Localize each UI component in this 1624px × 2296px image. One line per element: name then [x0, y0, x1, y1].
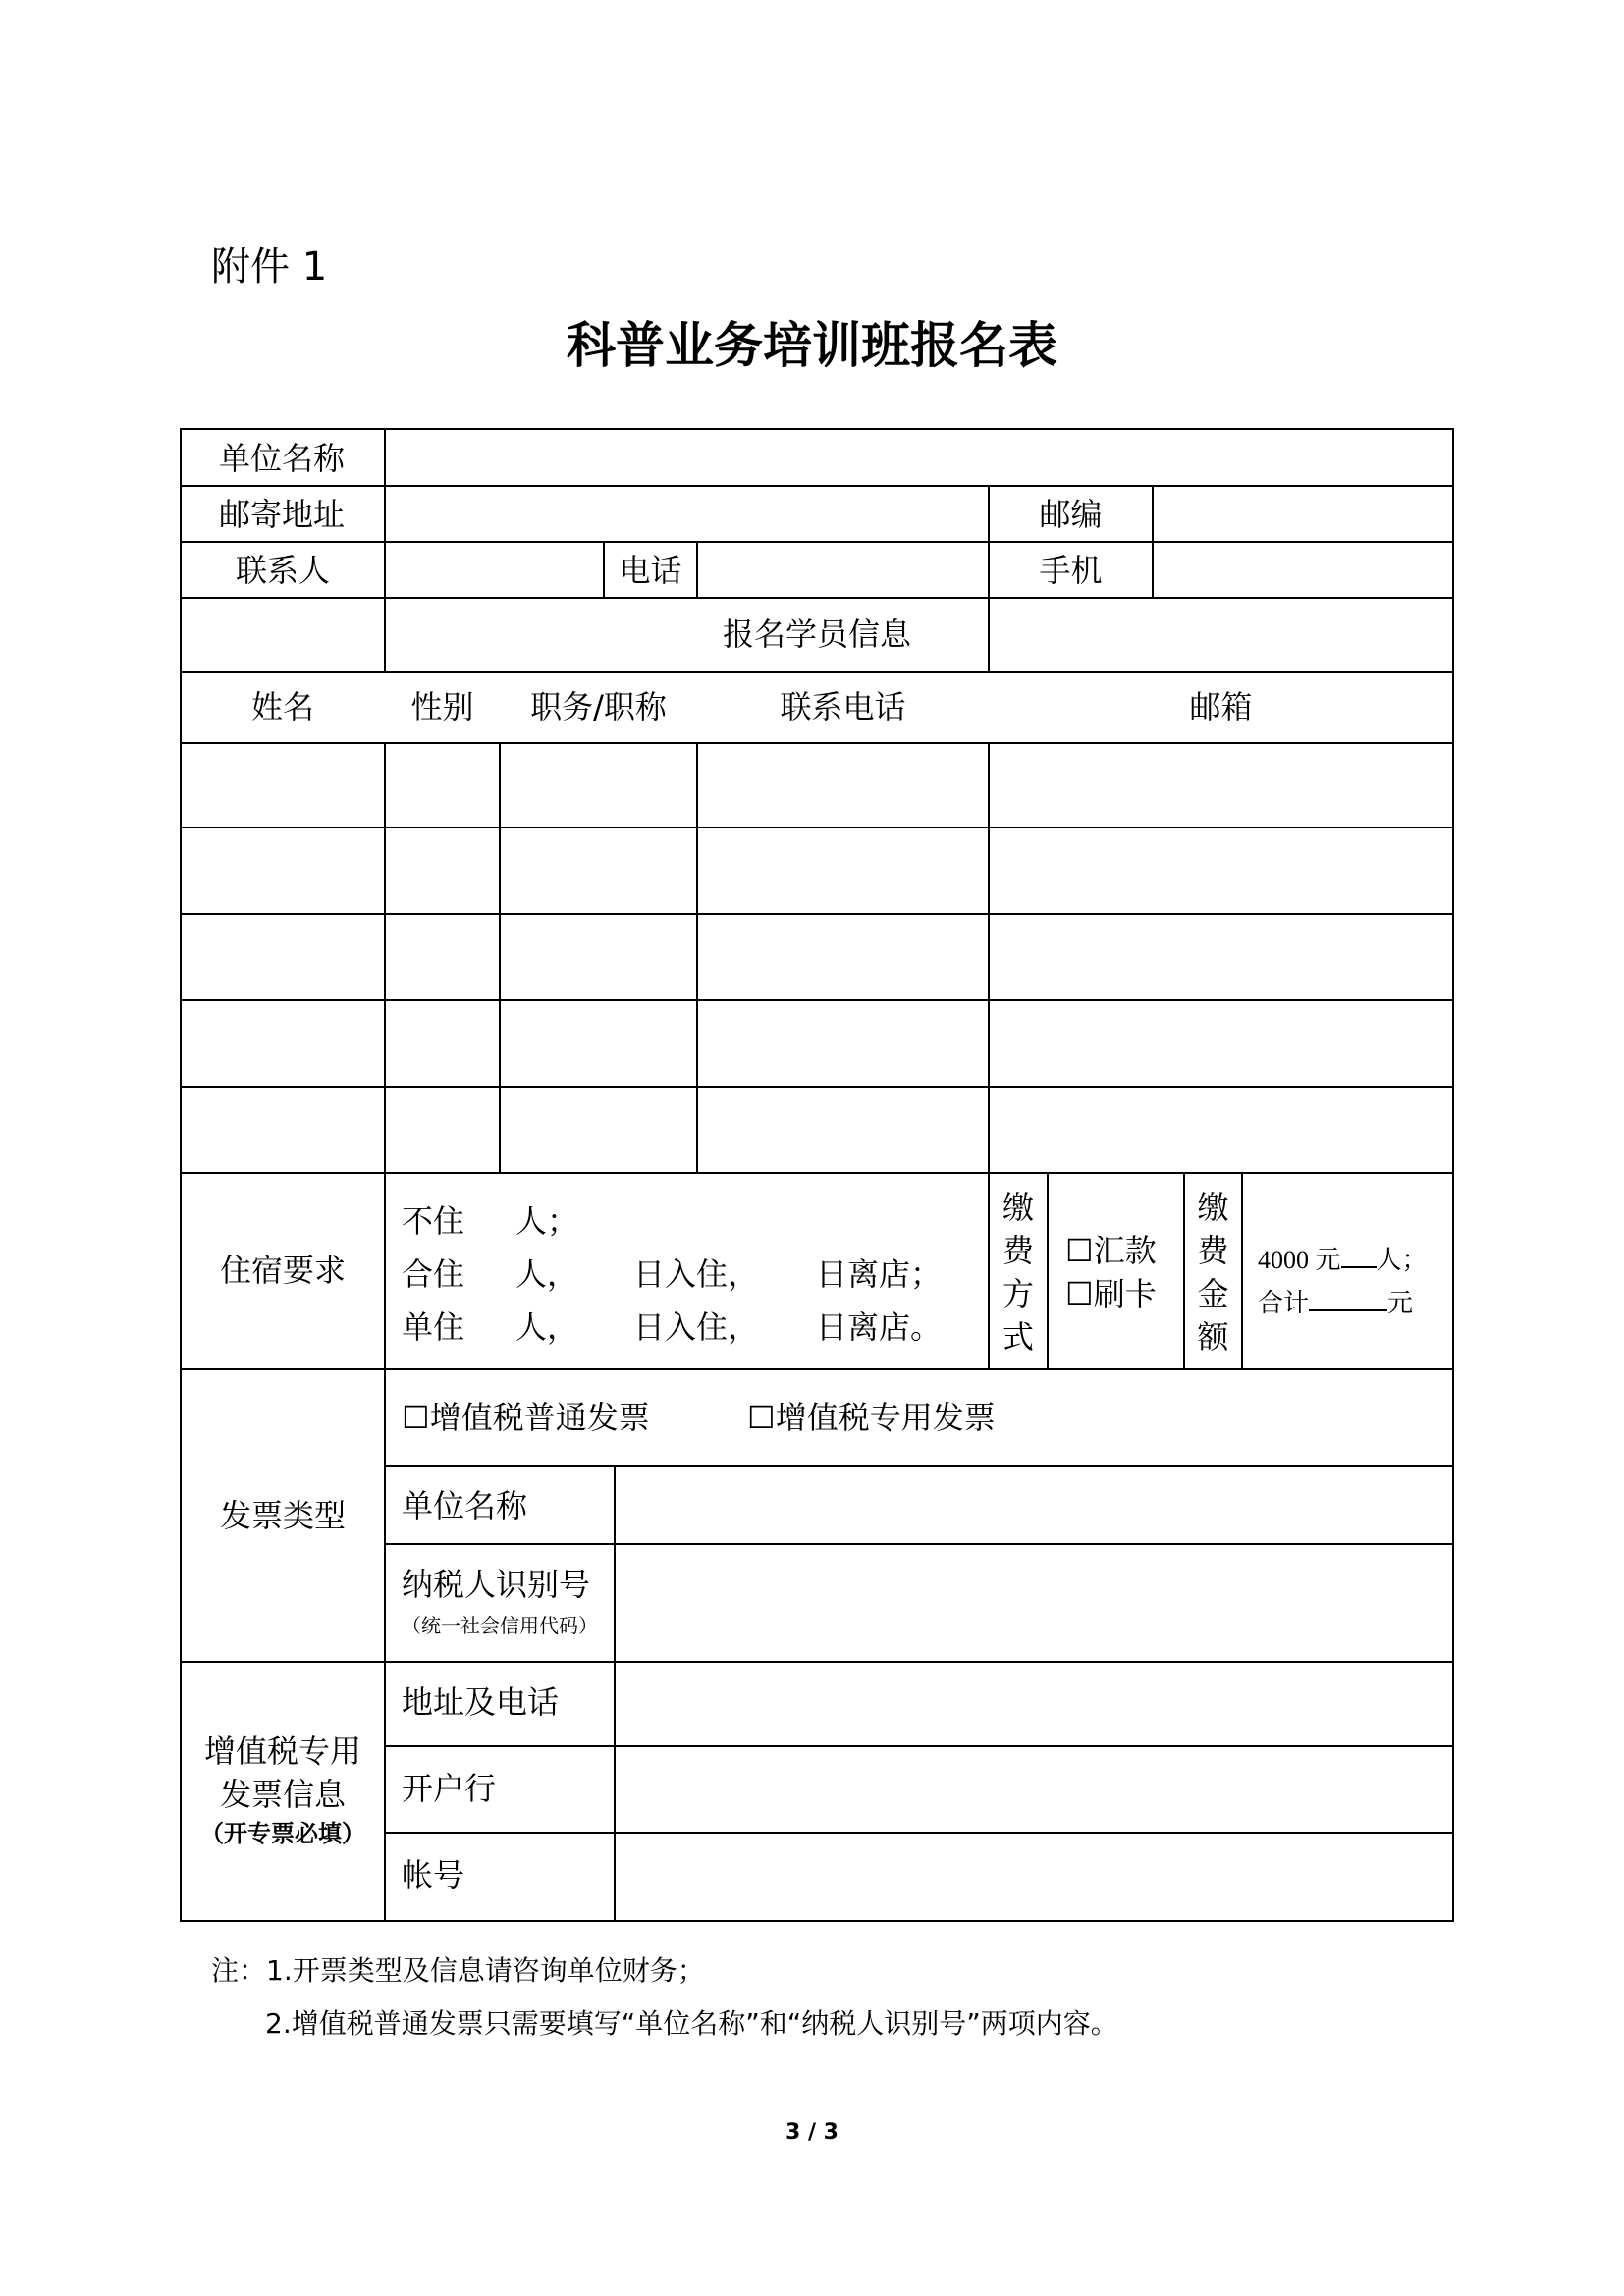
postcode-label: 邮编 [1039, 496, 1103, 533]
payment-total-line [1258, 1284, 1413, 1316]
lodging-no-stay: 不住 [402, 1202, 465, 1240]
lodging-shared-person: 人， [515, 1255, 579, 1293]
attachment-label: 附件 1 [211, 244, 328, 290]
payment-price-line [1258, 1241, 1428, 1273]
note-line-2: 2.增值税普通发票只需要填写“单位名称”和“纳税人识别号”两项内容。 [265, 2007, 1118, 2040]
payment-amount-label-2: 费 [1197, 1232, 1229, 1269]
taxpayer-id-label: 纳税人识别号 [402, 1566, 591, 1603]
col-gender: 性别 [410, 688, 474, 725]
payment-total-unit: 元 [1387, 1289, 1414, 1318]
lodging-shared-checkin: 日入住， [633, 1255, 760, 1293]
lodging-shared: 合住 [402, 1255, 465, 1293]
payment-method-label-2: 费 [1001, 1232, 1034, 1269]
col-position: 职务/职称 [530, 688, 667, 725]
invoice-unit-name-label: 单位名称 [402, 1487, 528, 1524]
payment-remit-checkbox[interactable]: ☐汇款 [1065, 1232, 1157, 1269]
phone-label: 电话 [619, 552, 682, 589]
lodging-single-checkin: 日入住， [633, 1308, 760, 1346]
payment-amount-label-4: 额 [1197, 1318, 1229, 1356]
lodging-single-checkout: 日离店。 [816, 1308, 943, 1346]
payment-persons-blank[interactable] [1341, 1241, 1377, 1268]
lodging-shared-checkout: 日离店； [816, 1255, 943, 1293]
mobile-label: 手机 [1039, 552, 1103, 589]
payment-amount-label-1: 缴 [1197, 1189, 1229, 1226]
lodging-single-person: 人， [515, 1308, 579, 1346]
payment-method-label-4: 式 [1001, 1318, 1034, 1356]
bank-label: 开户行 [402, 1770, 497, 1807]
payment-total-blank[interactable] [1309, 1284, 1387, 1311]
col-phone: 联系电话 [780, 688, 906, 725]
address-phone-label: 地址及电话 [402, 1683, 560, 1721]
payment-persons-unit: 人； [1376, 1246, 1428, 1274]
student-section-title: 报名学员信息 [722, 615, 911, 653]
note-line-1: 注：1.开票类型及信息请咨询单位财务； [211, 1954, 705, 1987]
special-info-required-note: （开专票必填） [200, 1820, 365, 1847]
col-email: 邮箱 [1189, 688, 1253, 725]
payment-method-label-1: 缴 [1001, 1189, 1034, 1226]
col-name: 姓名 [250, 688, 314, 725]
invoice-normal-checkbox[interactable]: ☐增值税普通发票 [402, 1399, 650, 1436]
invoice-special-checkbox[interactable]: ☐增值税专用发票 [747, 1399, 996, 1436]
lodging-no-stay-person: 人； [515, 1202, 579, 1240]
page-number: 3 / 3 [785, 2120, 839, 2145]
invoice-type-label: 发票类型 [219, 1497, 346, 1534]
unit-name-label: 单位名称 [219, 440, 346, 477]
payment-price: 4000 元 [1258, 1246, 1341, 1274]
contact-label: 联系人 [235, 552, 330, 589]
payment-card-checkbox[interactable]: ☐刷卡 [1065, 1275, 1157, 1312]
special-info-label-2: 发票信息 [219, 1776, 346, 1813]
account-label: 帐号 [402, 1856, 465, 1894]
payment-amount-label-3: 金 [1197, 1275, 1229, 1312]
lodging-label: 住宿要求 [219, 1252, 346, 1289]
payment-total-label: 合计 [1258, 1289, 1310, 1318]
registration-form [180, 428, 1454, 1922]
payment-method-label-3: 方 [1001, 1275, 1034, 1312]
lodging-single: 单住 [402, 1308, 465, 1346]
form-title: 科普业务培训班报名表 [567, 316, 1057, 374]
special-info-label-1: 增值税专用 [203, 1733, 361, 1770]
credit-code-note: （统一社会信用代码） [402, 1614, 598, 1637]
address-label: 邮寄地址 [219, 496, 346, 533]
